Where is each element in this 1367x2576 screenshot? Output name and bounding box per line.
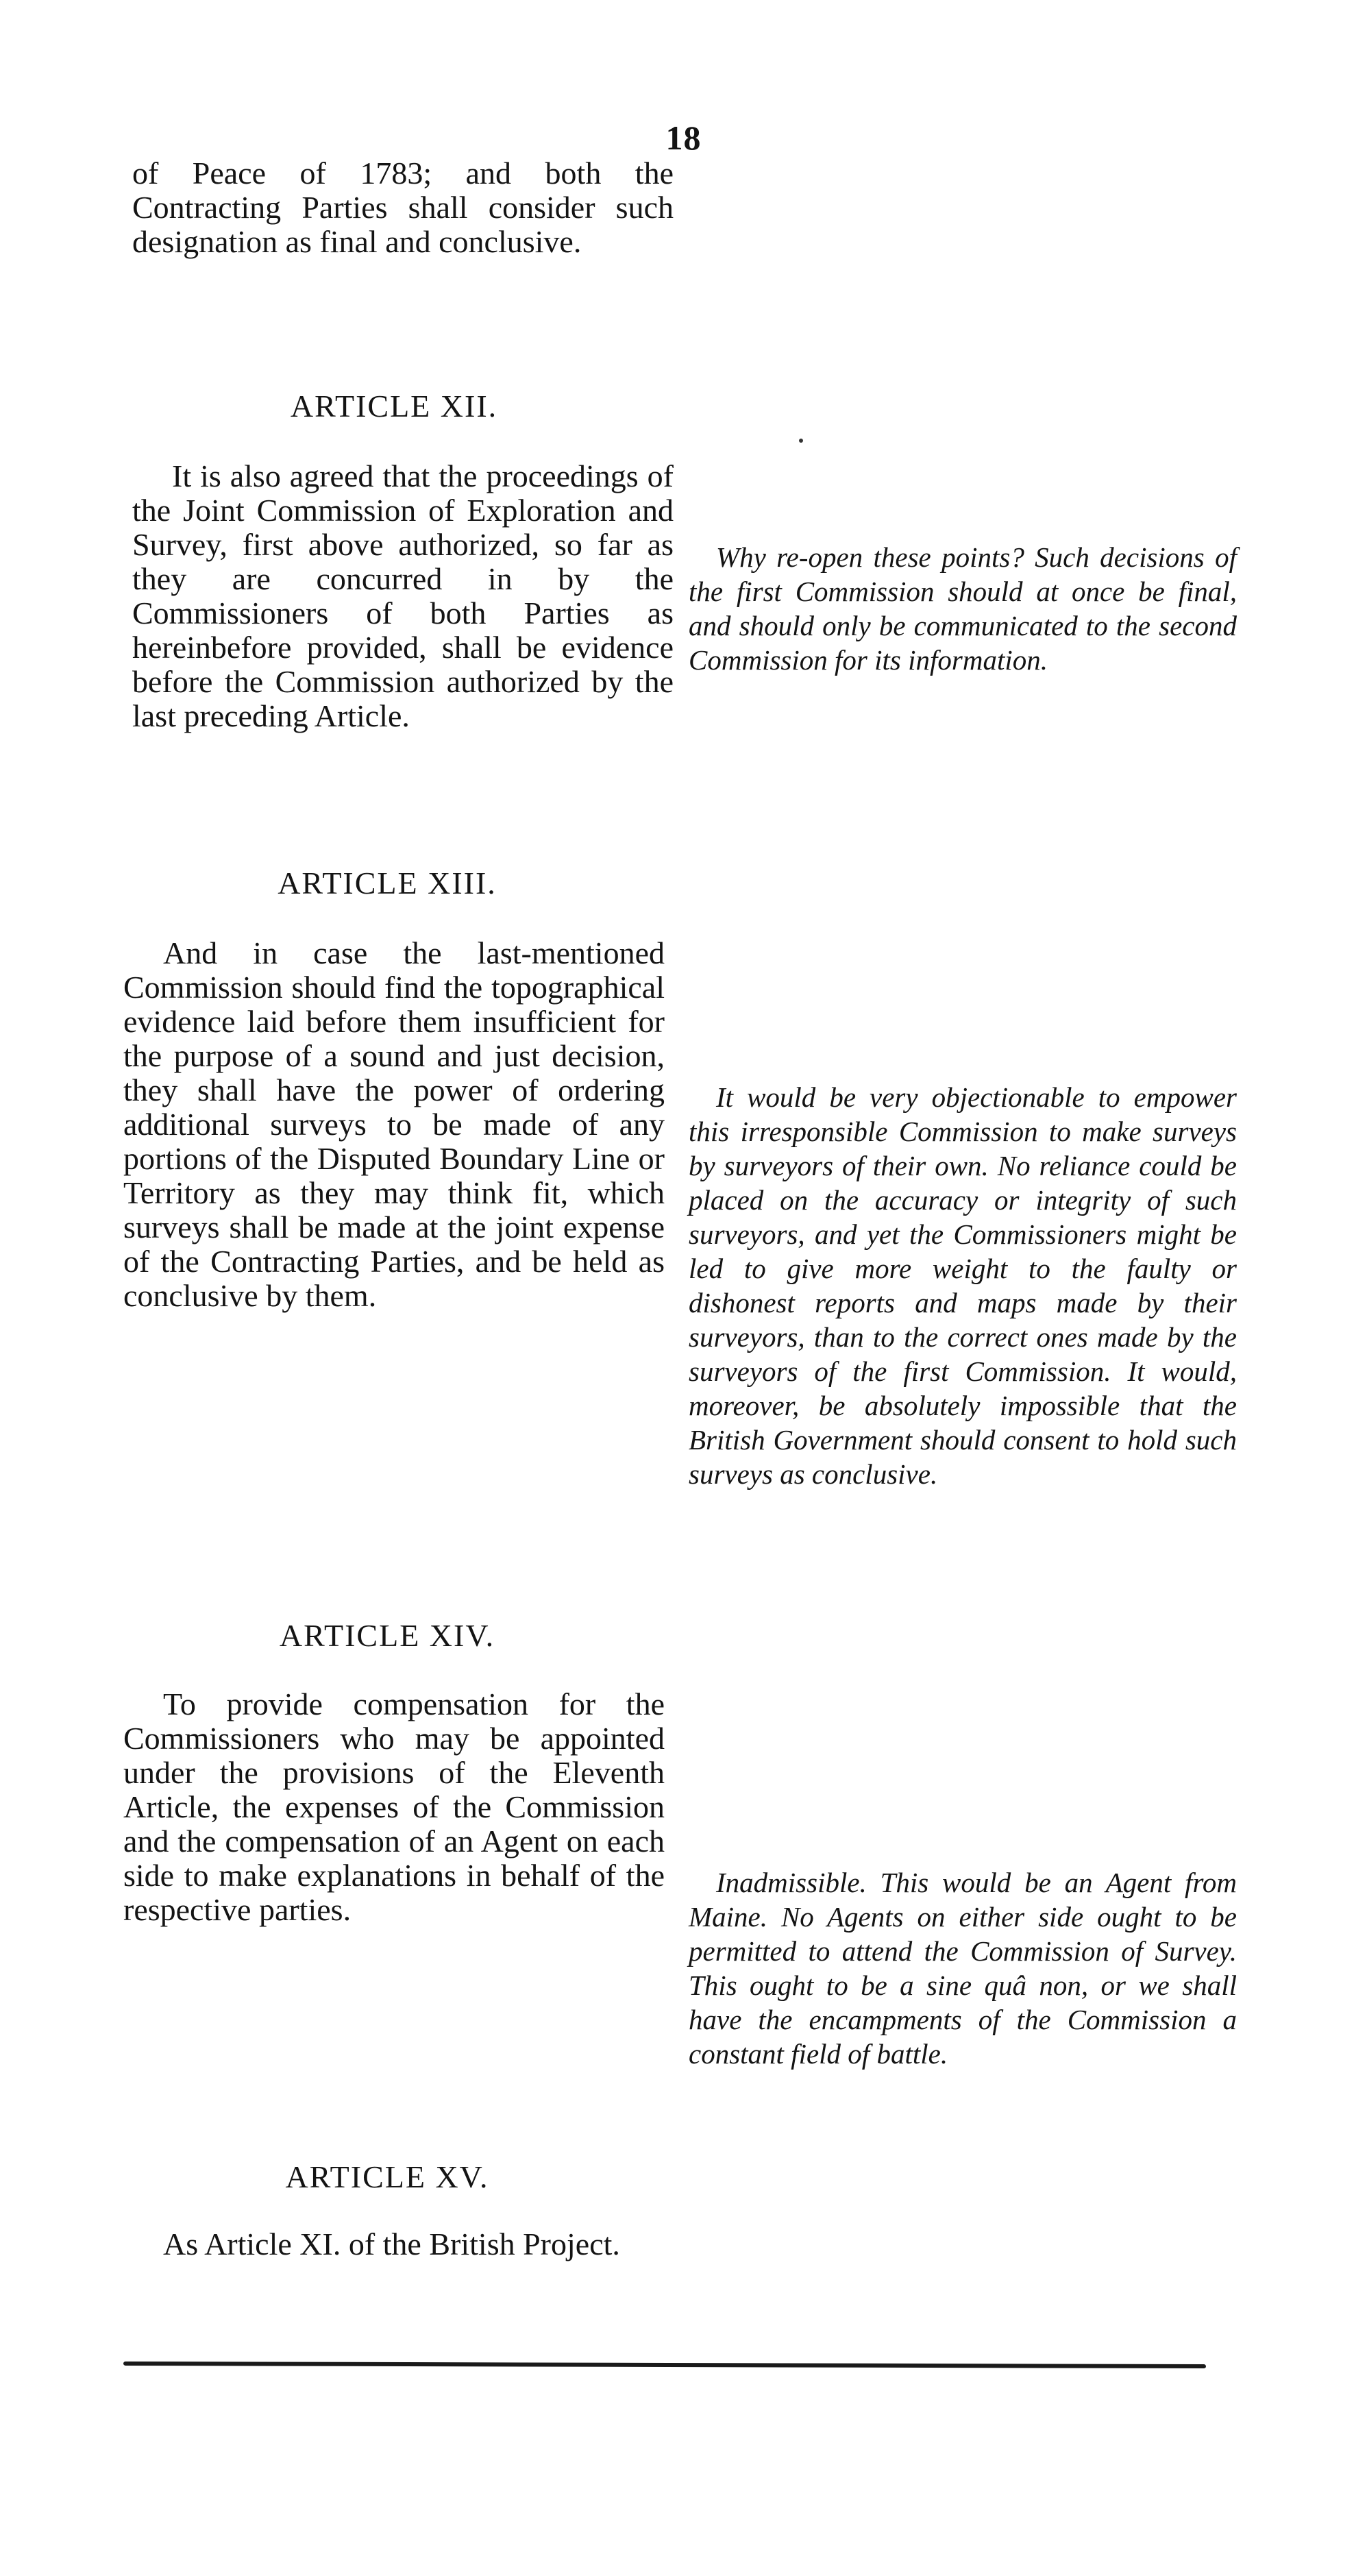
article-xiii-note: It would be very objectionable to empower this irresponsible Commission to make surveys by surveyors of their own. No reliance could be placed on the accuracy or integrity of such surveyors, and yet the Commissioners might be led to give more weight to the faulty or dishonest reports and maps made by their surveyors, than to the correct ones made by the surveyors of the first Commission. It would, moreover, be absolutely impossible that the British Government should consent to hold such surveys as conclusive.	[689, 1081, 1237, 1490]
article-xii-text: It is also agreed that the proceedings of the Joint Commission of Exploration and Survey, first above authorized, so far as they are concurred in by the Commissioners of both Parties as hereinbefore provided, shall be evidence before the Commission authorized by the last preceding Article.	[132, 458, 674, 733]
page-number: 18	[665, 119, 702, 157]
article-xii-note: Why re-open these points? Such decisions of the first Commission should at once be final, and should only be communicated to the second Commission for its information.	[689, 541, 1237, 676]
article-xiv-text: To provide compensation for the Commissioners who may be appointed under the provisions of the Eleventh Article, the expenses of the Commission and the compensation of an Agent on each side to make explanations in behalf of the respective parties.	[123, 1686, 665, 1927]
article-xiv-heading: ARTICLE XIV.	[279, 1618, 495, 1653]
stray-mark	[799, 439, 803, 443]
article-xiv-note: Inadmissible. This would be an Agent from Maine. No Agents on either side ought to be permitted to attend the Commission of Survey. This ought to be a sine quâ non, or we shall have the encampments of the Commission a constant field of battle.	[689, 1867, 1237, 2070]
article-xii-heading: ARTICLE XII.	[290, 389, 498, 424]
closing-rule	[123, 2362, 1206, 2368]
article-xv-text: As Article XI. of the British Project.	[163, 2227, 620, 2261]
continuation-paragraph: of Peace of 1783; and both the Contracting Parties shall consider such designation as final and conclusive.	[132, 156, 674, 259]
article-xiii-text: And in case the last-mentioned Commission should find the topographical evidence laid before them insufficient for the purpose of a sound and just decision, they shall have the power of ordering additional surveys to be made of any portions of the Disputed Boundary Line or Territory as they may think fit, which surveys shall be made at the joint expense of the Contracting Parties, and be held as conclusive by them.	[123, 935, 665, 1313]
article-xv-heading: ARTICLE XV.	[285, 2159, 489, 2194]
article-xiii-heading: ARTICLE XIII.	[278, 866, 497, 900]
